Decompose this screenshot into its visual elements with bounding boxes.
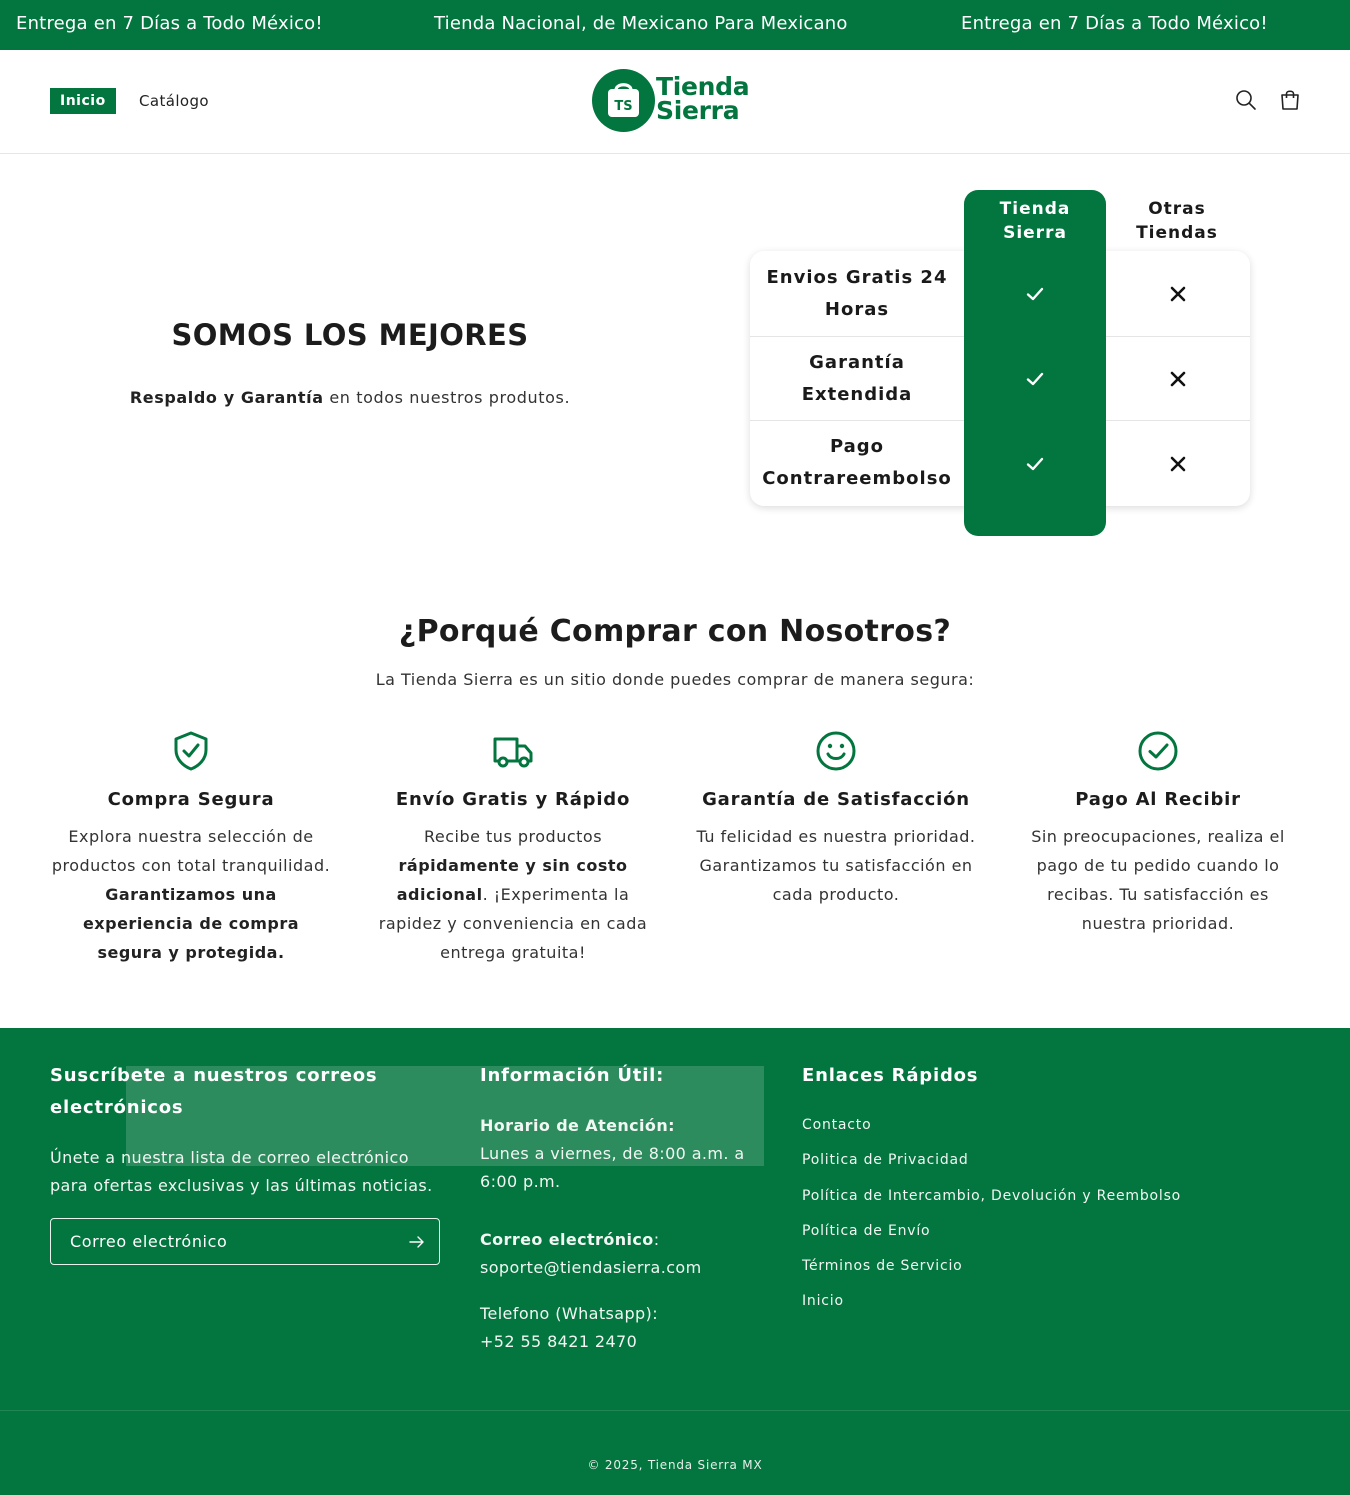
smiley-icon (815, 730, 857, 772)
email-value[interactable]: soporte@tiendasierra.com (480, 1258, 702, 1277)
checkmark-icon (1025, 454, 1045, 474)
newsletter-heading: Suscríbete a nuestros correos electrónicos (50, 1065, 378, 1118)
feature-text: Sin preocupaciones, realiza el pago de tu pedido cuando lo recibas. Tu satisfacción es nuestra prioridad. (1031, 827, 1285, 933)
cross-icon (1168, 369, 1188, 389)
announcement-item: Tienda Nacional, de Mexicano Para Mexicano (434, 13, 848, 34)
checkmark-icon (1025, 369, 1045, 389)
announcement-item: Entrega en 7 Días a Todo México! (16, 13, 323, 34)
hero-subtitle-text: en todos nuestros produtos. (323, 388, 571, 407)
cross-icon (1168, 284, 1188, 304)
site-header (0, 50, 1350, 154)
row-label-line: Pago (829, 436, 885, 457)
site-logo[interactable] (592, 68, 762, 134)
phone-value[interactable]: +52 55 8421 2470 (480, 1332, 638, 1351)
feature-description (696, 822, 976, 909)
nav-link-catalogo[interactable]: Catálogo (139, 92, 209, 110)
email-label: Correo electrónico (480, 1230, 654, 1249)
newsletter-text: Únete a nuestra lista de correo electrónico para ofertas exclusivas y las últimas noticias. (50, 1148, 433, 1195)
cart-icon[interactable] (1278, 88, 1302, 112)
arrow-right-icon[interactable] (407, 1232, 427, 1252)
feature-card (696, 730, 976, 909)
column-header-line: Sierra (1003, 223, 1067, 243)
section-subtitle: La Tienda Sierra es un sitio donde puedes comprar de manera segura: (375, 670, 975, 689)
hero-subtitle-bold: Respaldo y Garantía (129, 388, 324, 407)
footer-link-contacto[interactable]: Contacto (802, 1117, 872, 1133)
hours-value: Lunes a viernes, de 8:00 a.m. a 6:00 p.m. (480, 1144, 745, 1191)
email-label-colon: : (653, 1230, 660, 1249)
hero-subtitle (80, 388, 620, 407)
feature-title: Pago Al Recibir (1075, 789, 1241, 810)
logo-line-1: Tienda (656, 72, 750, 101)
comparison-row-label (750, 431, 964, 495)
feature-title: Envío Gratis y Rápido (395, 789, 631, 810)
announcement-item: Entrega en 7 Días a Todo México! (961, 13, 1268, 34)
feature-text: . ¡Experimenta la rapidez y conveniencia en cada entrega gratuita! (378, 885, 648, 962)
truck-icon (490, 730, 536, 772)
feature-title: Garantía de Satisfacción (702, 789, 970, 810)
check-circle-icon (1137, 730, 1179, 772)
footer-link-privacidad[interactable]: Politica de Privacidad (802, 1152, 969, 1168)
footer-link-terminos[interactable]: Términos de Servicio (802, 1258, 963, 1274)
logo-badge-text: TS (614, 99, 633, 114)
feature-text-bold: Garantizamos una experiencia de compra segura y protegida. (82, 885, 300, 962)
comparison-row-label (750, 262, 964, 326)
feature-card (373, 730, 653, 967)
feature-text: Explora nuestra selección de productos con total tranquilidad. (51, 827, 331, 875)
info-heading: Información Útil: (480, 1065, 665, 1086)
nav-link-inicio[interactable]: Inicio (50, 88, 116, 114)
site-footer (0, 1028, 1350, 1495)
hero-title: SOMOS LOS MEJORES (171, 318, 529, 352)
feature-text-bold: rápidamente y sin costo adicional (396, 856, 628, 904)
row-label-line: Envios Gratis 24 (766, 267, 948, 288)
newsletter-form (50, 1218, 440, 1265)
info-email (480, 1226, 770, 1282)
column-header-otras-tiendas (1106, 197, 1248, 245)
logo-line-2: Sierra (656, 96, 740, 125)
comparison-row-label (750, 347, 964, 411)
shield-check-icon (170, 730, 212, 772)
feature-text: Recibe tus productos (423, 827, 603, 846)
feature-description (1018, 822, 1298, 938)
search-icon[interactable] (1234, 88, 1258, 112)
footer-link-reembolso[interactable]: Política de Intercambio, Devolución y Reembolso (802, 1188, 1182, 1204)
feature-description (373, 822, 653, 967)
footer-link-envio[interactable]: Política de Envío (802, 1223, 931, 1239)
column-header-line: Tiendas (1136, 223, 1218, 243)
links-heading: Enlaces Rápidos (802, 1065, 979, 1086)
row-label-line: Extendida (801, 384, 913, 405)
logo-badge (592, 69, 655, 132)
copyright: © 2025, Tienda Sierra MX (587, 1458, 763, 1472)
feature-text: Tu felicidad es nuestra prioridad. Garantizamos tu satisfacción en cada producto. (696, 827, 976, 904)
footer-link-inicio[interactable]: Inicio (802, 1293, 844, 1309)
logo-wordmark (656, 72, 750, 125)
row-label-line: Contrareembolso (762, 468, 952, 489)
checkmark-icon (1025, 284, 1045, 304)
section-title: ¿Porqué Comprar con Nosotros? (398, 614, 952, 649)
phone-label: Telefono (Whatsapp): (480, 1304, 658, 1323)
info-phone (480, 1300, 770, 1356)
shopping-bag-icon (592, 69, 655, 132)
row-label-line: Horas (824, 299, 890, 320)
row-label-line: Garantía (809, 352, 905, 373)
column-header-line: Tienda (999, 199, 1071, 219)
email-input[interactable] (70, 1219, 390, 1264)
feature-card (51, 730, 331, 967)
announcement-bar (0, 0, 1350, 50)
cross-icon (1168, 454, 1188, 474)
feature-title: Compra Segura (107, 789, 275, 810)
feature-card (1018, 730, 1298, 938)
hours-label: Horario de Atención: (480, 1116, 675, 1135)
column-header-line: Otras (1148, 199, 1206, 219)
feature-description (51, 822, 331, 967)
footer-divider (0, 1410, 1350, 1411)
info-hours (480, 1112, 750, 1196)
column-header-tienda-sierra (964, 197, 1106, 245)
